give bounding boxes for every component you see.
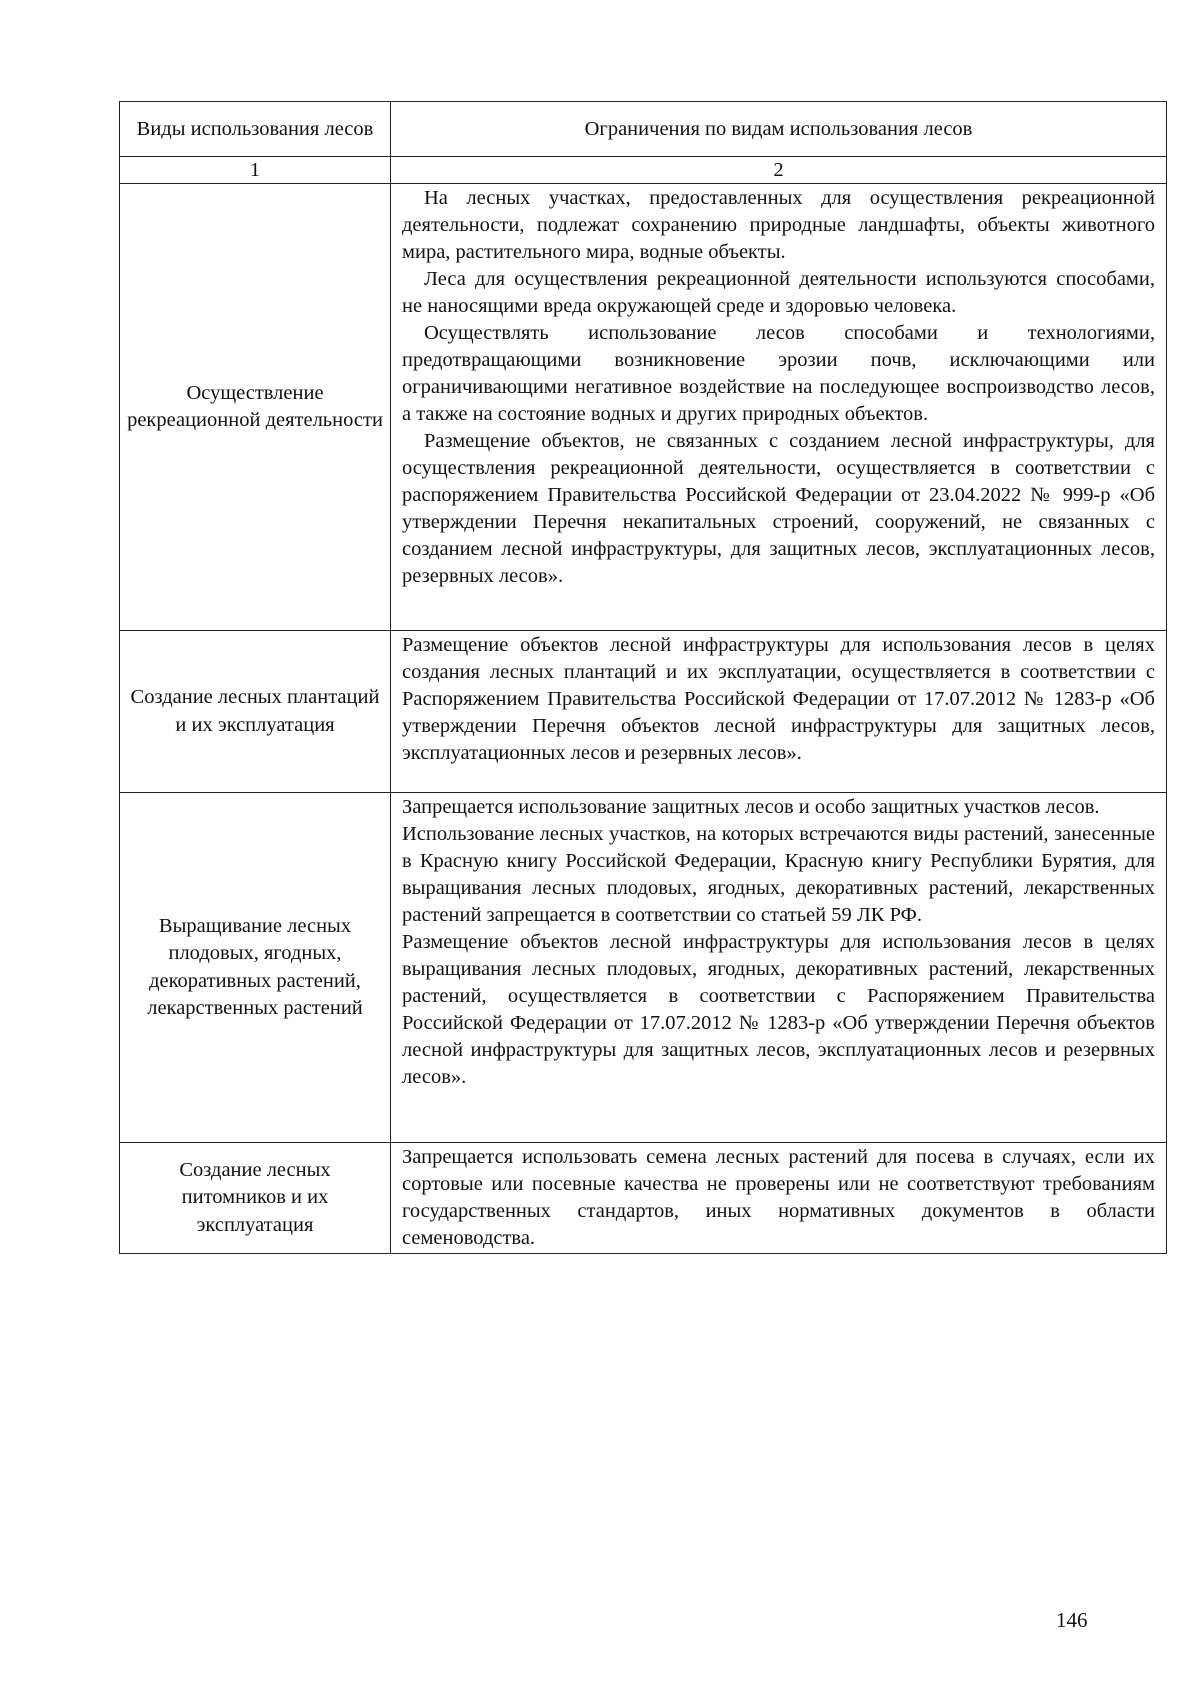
row-kind-nurseries: Создание лесных питомников и их эксплуатация <box>120 1143 391 1254</box>
table-row <box>120 793 1167 1143</box>
paragraph: Размещение объектов, не связанных с созданием лесной инфраструктуры, для осуществления рекреационной деятельности, осуществляется в соответствии с распоряжением Правительства Российской Федерации от 23.04.2022 № 999-р «Об утверждении Перечня некапитальных строений, сооружений, не связанных с созданием лесной инфраструктуры, для защитных лесов, эксплуатационных лесов, резервных лесов». <box>402 430 1155 587</box>
paragraph: Размещение объектов лесной инфраструктуры для использования лесов в целях создания лесных плантаций и их эксплуатации, осуществляется в соответствии с Распоряжением Правительства Российской Федерации от 17.07.2012 № 1283-р «Об утверждении Перечня объектов лесной инфраструктуры для защитных лесов, эксплуатационных лесов и резервных лесов». <box>402 634 1155 764</box>
restrictions-table <box>119 101 1167 1254</box>
table-row <box>120 1143 1167 1254</box>
row-restrictions-nurseries <box>391 1143 1167 1254</box>
paragraph: Запрещается использовать семена лесных растений для посева в случаях, если их сортовые или посевные качества не проверены или не соответствуют требованиям государственных стандартов, иных нормативных документов в области семеноводства. <box>402 1146 1155 1249</box>
paragraph: Осуществлять использование лесов способами и технологиями, предотвращающими возникновение эрозии почв, исключающими или ограничивающими негативное воздействие на последующее воспроизводство лесов, а также на состояние водных и других природных объектов. <box>402 322 1155 425</box>
header-restrictions: Ограничения по видам использования лесов <box>391 102 1167 157</box>
paragraph: Леса для осуществления рекреационной деятельности используются способами, не наносящими вреда окружающей среде и здоровью человека. <box>402 268 1155 317</box>
row-kind-recreation: Осуществление рекреационной деятельности <box>120 184 391 631</box>
paragraph: Запрещается использование защитных лесов и особо защитных участков лесов. <box>402 796 1100 818</box>
table-row <box>120 631 1167 793</box>
row-restrictions-plantations <box>391 631 1167 793</box>
paragraph: На лесных участках, предоставленных для осуществления рекреационной деятельности, подлежат сохранению природные ландшафты, объекты животного мира, растительного мира, водные объекты. <box>402 187 1155 263</box>
paragraph: Размещение объектов лесной инфраструктуры для использования лесов в целях выращивания лесных плодовых, ягодных, декоративных растений, лекарственных растений, осуществляется в соответствии с Распоряжением Правительства Российской Федерации от 17.07.2012 № 1283-р «Об утверждении Перечня объектов лесной инфраструктуры для защитных лесов, эксплуатационных лесов и резервных лесов». <box>402 931 1155 1088</box>
row-kind-cultivation: Выращивание лесных плодовых, ягодных, декоративных растений, лекарственных растений <box>120 793 391 1143</box>
column-number-1: 1 <box>120 157 391 184</box>
column-number-row <box>120 157 1167 184</box>
paragraph: Использование лесных участков, на которых встречаются виды растений, занесенные в Красную книгу Российской Федерации, Красную книгу Республики Бурятия, для выращивания лесных плодовых, ягодных, декоративных растений, лекарственных растений запрещается в соответствии со статьей 59 ЛК РФ. <box>402 823 1155 926</box>
page-number: 146 <box>1056 1608 1088 1632</box>
row-kind-plantations: Создание лесных плантаций и их эксплуатация <box>120 631 391 793</box>
header-forest-use-types: Виды использования лесов <box>120 102 391 157</box>
table-header-row <box>120 102 1167 157</box>
table-row <box>120 184 1167 631</box>
row-restrictions-cultivation <box>391 793 1167 1143</box>
column-number-2: 2 <box>391 157 1167 184</box>
row-restrictions-recreation <box>391 184 1167 631</box>
